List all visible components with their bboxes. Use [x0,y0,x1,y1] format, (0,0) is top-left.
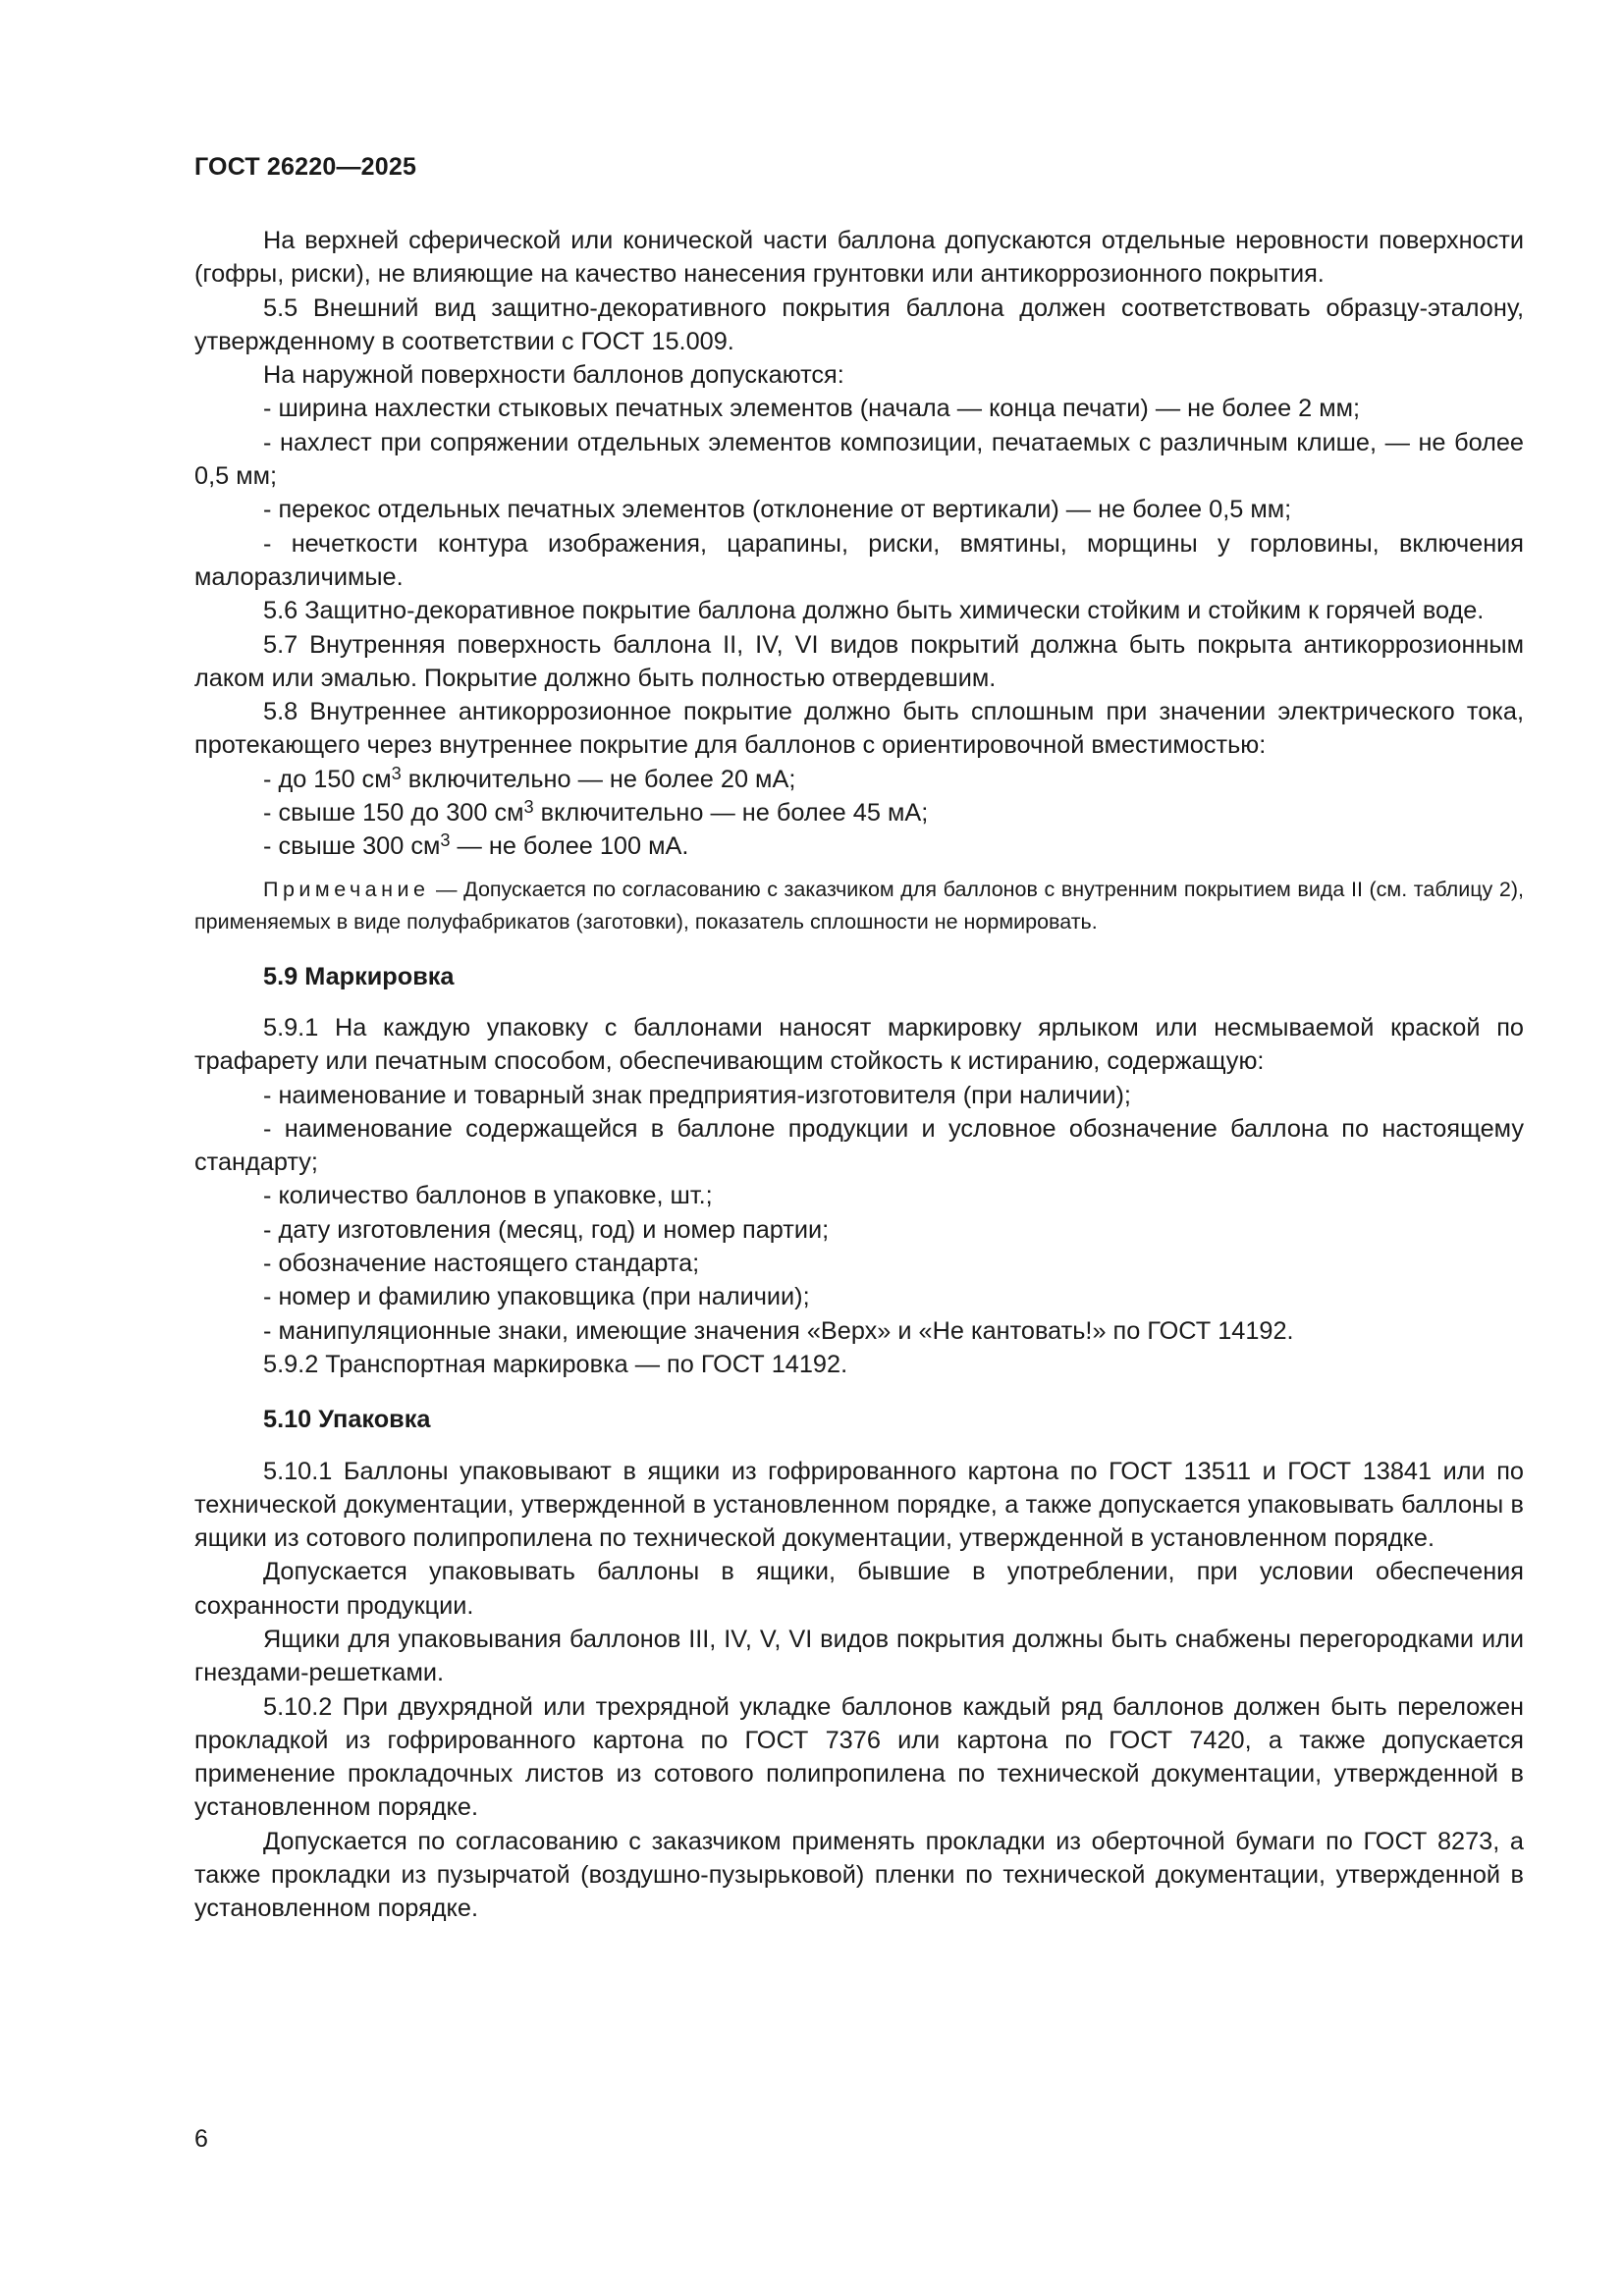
list-item-text: включительно — не более 45 мА; [533,799,929,828]
note-label: Примечание [263,877,430,901]
page-number: 6 [194,2125,208,2153]
paragraph: Допускается по согласованию с заказчиком применять прокладки из оберточной бумаги по ГОСТ 8273, а также прокладки из пузырчатой (воздушно-пузырьковой) пленки по технической документации, утвержденной в установленном порядке. [194,1827,1524,1923]
document-header: ГОСТ 26220—2025 [194,153,417,181]
paragraph: Ящики для упаковывания баллонов III, IV, V, VI видов покрытия должны быть снабжены перегородками или гнездами-решетками. [194,1625,1524,1687]
list-item: - обозначение настоящего стандарта; [263,1250,700,1278]
clause-5-8: 5.8 Внутреннее антикоррозионное покрытие должно быть сплошным при значении электрического тока, протекающего через внутреннее покрытие для баллонов с ориентировочной вместимостью: [194,698,1524,760]
clause-5-7: 5.7 Внутренняя поверхность баллона II, IV, VI видов покрытий должна быть покрыта антикоррозионным лаком или эмалью. Покрытие должно быть полностью отвердевшим. [194,630,1524,692]
list-item: - ширина нахлестки стыковых печатных элементов (начала — конца печати) — не более 2 мм; [263,395,1361,423]
superscript: 3 [523,796,534,817]
list-item: - нечеткости контура изображения, царапины, риски, вмятины, морщины у горловины, включения малоразличимые. [194,529,1524,591]
list-item-text: - до 150 см [263,765,392,793]
clause-5-6: 5.6 Защитно-декоративное покрытие баллона должно быть химически стойким и стойким к горячей воде. [263,597,1485,625]
list-item-text: - свыше 300 см [263,832,441,861]
list-item-text: включительно — не более 20 мА; [401,765,796,793]
clause-5-9-1: 5.9.1 На каждую упаковку с баллонами наносят маркировку ярлыком или несмываемой краской по трафарету или печатным способом, обеспечивающим стойкость к истиранию, содержащую: [194,1013,1524,1076]
clause-5-5: 5.5 Внешний вид защитно-декоративного покрытия баллона должен соответствовать образцу-эталону, утвержденному в соответствии с ГОСТ 15.009. [194,294,1524,355]
paragraph: Допускается упаковывать баллоны в ящики, бывшие в употреблении, при условии обеспечения сохранности продукции. [194,1558,1524,1620]
list-item: - нахлест при сопряжении отдельных элементов композиции, печатаемых с различным клише, — не более 0,5 мм; [194,428,1524,491]
document-body [194,224,1524,1926]
superscript: 3 [391,763,402,783]
list-item: - количество баллонов в упаковке, шт.; [263,1182,713,1210]
clause-5-9-2: 5.9.2 Транспортная маркировка — по ГОСТ 14192. [263,1350,848,1378]
clause-5-10-1: 5.10.1 Баллоны упаковывают в ящики из гофрированного картона по ГОСТ 13511 и ГОСТ 13841 или по технической документации, утвержденной в установленном порядке, а также допускается упаковывать баллоны в ящики из сотового полипропилена по технической документации, утвержденной в установленном порядке. [194,1457,1524,1553]
list-item-text: — не более 100 мА. [450,832,689,861]
section-heading-marking: 5.9 Маркировка [263,962,455,990]
list-item-text: - свыше 150 до 300 см [263,799,524,828]
section-heading-packaging: 5.10 Упаковка [263,1406,431,1434]
superscript: 3 [440,830,451,851]
list-item: - перекос отдельных печатных элементов (отклонение от вертикали) — не более 0,5 мм; [263,496,1292,524]
list-item [194,829,1524,863]
list-item [194,796,1524,829]
note [194,874,1524,938]
paragraph: На верхней сферической или конической части баллона допускаются отдельные неровности поверхности (гофры, риски), не влияющие на качество нанесения грунтовки или антикоррозионного покрытия. [194,227,1524,289]
list-item: - наименование содержащейся в баллоне продукции и условное обозначение баллона по настоящему стандарту; [194,1114,1524,1177]
list-item: - манипуляционные знаки, имеющие значения «Верх» и «Не кантовать!» по ГОСТ 14192. [263,1316,1294,1345]
list-item: - номер и фамилию упаковщика (при наличии); [263,1283,810,1311]
paragraph: На наружной поверхности баллонов допускаются: [263,361,844,390]
clause-5-10-2: 5.10.2 При двухрядной или трехрядной укладке баллонов каждый ряд баллонов должен быть переложен прокладкой из гофрированного картона по ГОСТ 7376 или картона по ГОСТ 7420, а также допускается применение прокладочных листов из сотового полипропилена по технической документации, утвержденной в установленном порядке. [194,1692,1524,1822]
list-item: - дату изготовления (месяц, год) и номер партии; [263,1215,830,1244]
list-item: - наименование и товарный знак предприятия-изготовителя (при наличии); [263,1081,1131,1109]
list-item [194,763,1524,796]
note-text: — Допускается по согласованию с заказчиком для баллонов с внутренним покрытием вида II (см. таблицу 2), применяемых в виде полуфабрикатов (заготовки), показатель сплошности не нормировать. [194,877,1524,934]
